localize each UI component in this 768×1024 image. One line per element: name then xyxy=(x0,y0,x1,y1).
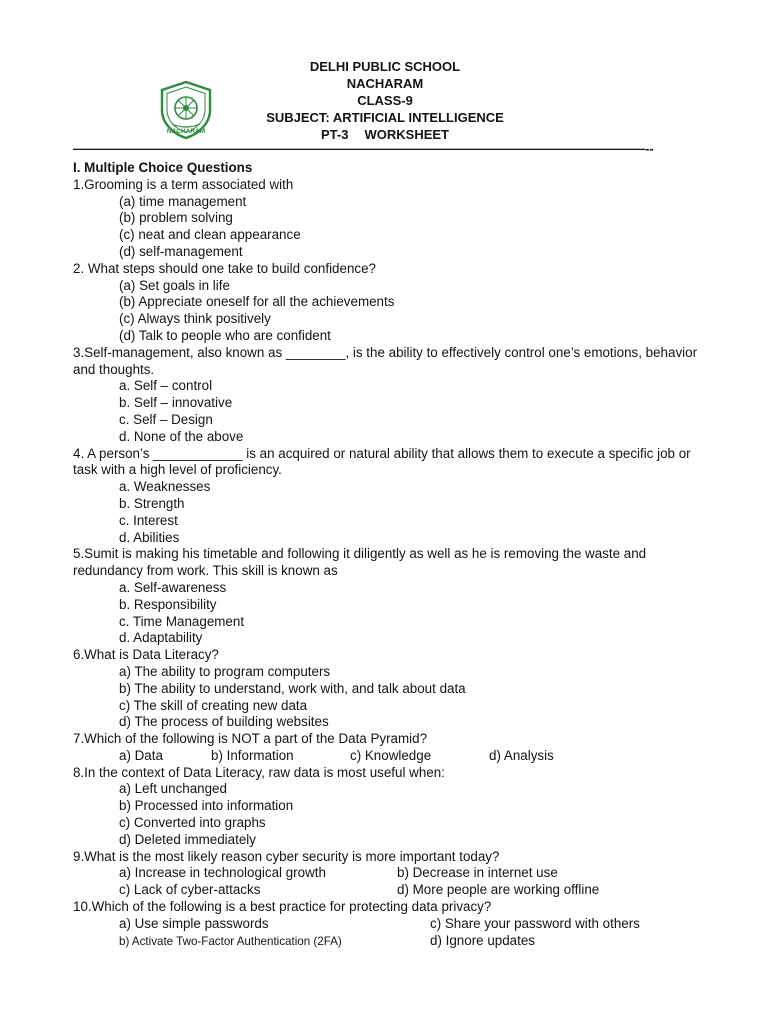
option: a. Self – control xyxy=(119,378,213,394)
question-text: 9.What is the most likely reason cyber security is more important today? xyxy=(73,848,500,864)
option: b) The ability to understand, work with, and talk about data xyxy=(119,680,466,696)
option-list xyxy=(73,194,698,261)
option: (c) neat and clean appearance xyxy=(119,227,301,243)
option: b. Responsibility xyxy=(119,596,217,612)
option: c) Knowledge xyxy=(350,747,432,763)
option-list xyxy=(73,479,698,546)
option: a) Left unchanged xyxy=(119,781,227,797)
subject-label: SUBJECT: ARTIFICIAL INTELLIGENCE xyxy=(266,110,504,125)
question-text: 10.Which of the following is a best practice for protecting data privacy? xyxy=(73,899,492,915)
question-text: 7.Which of the following is NOT a part of the Data Pyramid? xyxy=(73,731,428,747)
section-title: I. Multiple Choice Questions xyxy=(73,160,253,175)
option: d. None of the above xyxy=(119,428,244,444)
option: b) Processed into information xyxy=(119,798,294,814)
option-row xyxy=(73,748,698,765)
option-list xyxy=(73,580,698,647)
test-label: PT-3 xyxy=(321,127,349,142)
option: (b) problem solving xyxy=(119,210,233,226)
option: c. Self – Design xyxy=(119,411,213,427)
option-list xyxy=(73,664,698,731)
question-text: 3.Self-management, also known as ________, is the ability to effectively control one’s emotions, behavior and thoughts. xyxy=(73,344,698,377)
question-text: 2. What steps should one take to build confidence? xyxy=(73,260,376,276)
option: (a) time management xyxy=(119,193,247,209)
option: c) Converted into graphs xyxy=(119,815,266,831)
option: d) More people are working offline xyxy=(397,882,600,898)
option: a) Use simple passwords xyxy=(119,915,269,931)
option: c) The skill of creating new data xyxy=(119,697,308,713)
option-list xyxy=(73,278,698,345)
option: d) Deleted immediately xyxy=(119,831,256,847)
option: d. Adaptability xyxy=(119,630,203,646)
option-row xyxy=(73,882,698,899)
logo-caption: NACHARAM xyxy=(166,128,206,135)
question-text: 6.What is Data Literacy? xyxy=(73,647,219,663)
option: b) Activate Two-Factor Authentication (2FA) xyxy=(119,934,342,948)
option: a) The ability to program computers xyxy=(119,663,331,679)
option-list xyxy=(73,378,698,445)
option: a) Increase in technological growth xyxy=(119,865,326,881)
option: a. Self-awareness xyxy=(119,579,227,595)
option: d) The process of building websites xyxy=(119,714,329,730)
question-text: 4. A person’s ____________ is an acquired or natural ability that allows them to execute a specific job or task with a high level of proficiency. xyxy=(73,445,691,478)
question-text: 8.In the context of Data Literacy, raw data is most useful when: xyxy=(73,764,445,780)
option: (b) Appreciate oneself for all the achievements xyxy=(119,294,395,310)
option: c) Lack of cyber-attacks xyxy=(119,882,261,898)
worksheet-label: WORKSHEET xyxy=(364,127,449,142)
question-text: 5.Sumit is making his timetable and following it diligently as well as he is removing the waste and redundancy from work. This skill is known as xyxy=(73,546,647,579)
school-name: DELHI PUBLIC SCHOOL xyxy=(309,59,461,74)
option: c. Interest xyxy=(119,512,178,528)
branch-name: NACHARAM xyxy=(346,76,424,91)
option: b. Self – innovative xyxy=(119,395,233,411)
worksheet-header xyxy=(240,58,530,143)
option: a) Data xyxy=(119,747,163,763)
option: b. Strength xyxy=(119,495,185,511)
option: b) Information xyxy=(211,747,294,763)
option: c. Time Management xyxy=(119,613,245,629)
question-list xyxy=(73,160,698,950)
option: (c) Always think positively xyxy=(119,311,271,327)
option: d) Ignore updates xyxy=(430,932,535,948)
option-row xyxy=(73,933,698,951)
option: (d) Talk to people who are confident xyxy=(119,327,331,343)
option: (d) self-management xyxy=(119,243,243,259)
option-row xyxy=(73,865,698,882)
header-divider: ————————————————————————————————————————————-- xyxy=(73,141,654,155)
option: a. Weaknesses xyxy=(119,479,211,495)
option: d) Analysis xyxy=(489,747,554,763)
option: (a) Set goals in life xyxy=(119,277,230,293)
option-list xyxy=(73,781,698,848)
question-text: 1.Grooming is a term associated with xyxy=(73,176,294,192)
option: b) Decrease in internet use xyxy=(397,865,558,881)
option: d. Abilities xyxy=(119,529,180,545)
option: c) Share your password with others xyxy=(430,915,640,931)
class-label: CLASS-9 xyxy=(357,93,413,108)
option-row xyxy=(73,916,698,933)
